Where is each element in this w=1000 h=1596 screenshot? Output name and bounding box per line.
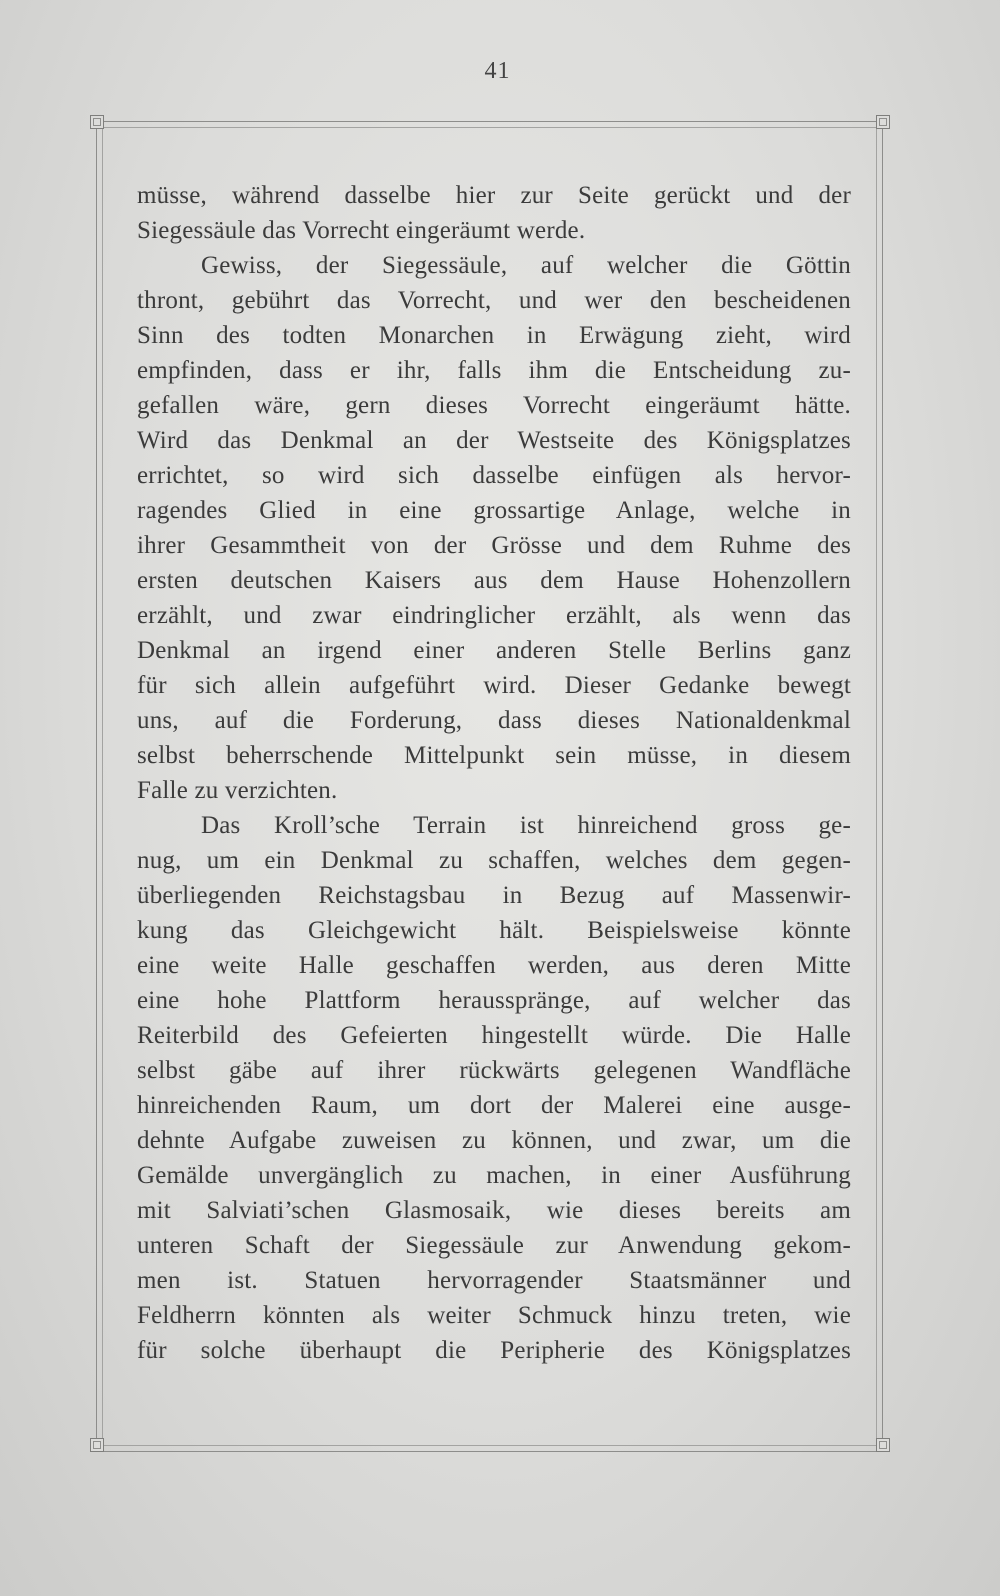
- text-line: mit Salviati’schen Glasmosaik, wie dieses bereits am: [137, 1197, 851, 1224]
- text-line: Feldherrn könnten als weiter Schmuck hinzu treten, wie: [137, 1302, 851, 1329]
- page-number: 41: [484, 58, 511, 84]
- text-line: Gemälde unvergänglich zu machen, in einer Ausführung: [137, 1162, 851, 1189]
- text-line: unteren Schaft der Siegessäule zur Anwendung gekom-: [137, 1232, 851, 1259]
- corner-ornament-icon: [876, 115, 890, 129]
- text-line: ragendes Glied in eine grossartige Anlage, welche in: [137, 497, 851, 524]
- text-line: eine weite Halle geschaffen werden, aus deren Mitte: [137, 952, 851, 979]
- corner-ornament-icon: [90, 115, 104, 129]
- text-line: thront, gebührt das Vorrecht, und wer den bescheidenen: [137, 287, 851, 314]
- text-line: Sinn des todten Monarchen in Erwägung zieht, wird: [137, 322, 851, 349]
- text-line: Denkmal an irgend einer anderen Stelle Berlins ganz: [137, 637, 851, 664]
- corner-ornament-icon: [90, 1438, 104, 1452]
- text-line: gefallen wäre, gern dieses Vorrecht eingeräumt hätte.: [137, 392, 851, 419]
- text-line: selbst beherrschende Mittelpunkt sein müsse, in diesem: [137, 742, 851, 769]
- text-line: Wird das Denkmal an der Westseite des Königsplatzes: [137, 427, 851, 454]
- text-line: dehnte Aufgabe zuweisen zu können, und zwar, um die: [137, 1127, 851, 1154]
- text-line: uns, auf die Forderung, dass dieses Nationaldenkmal: [137, 707, 851, 734]
- body-text: [137, 178, 851, 1368]
- text-line: ersten deutschen Kaisers aus dem Hause Hohenzollern: [137, 567, 851, 594]
- text-line: Reiterbild des Gefeierten hingestellt würde. Die Halle: [137, 1022, 851, 1049]
- text-line: ihrer Gesammtheit von der Grösse und dem Ruhme des: [137, 532, 851, 559]
- text-line: hinreichenden Raum, um dort der Malerei eine ausge-: [137, 1092, 851, 1119]
- text-line: Gewiss, der Siegessäule, auf welcher die Göttin: [201, 252, 851, 279]
- text-line: errichtet, so wird sich dasselbe einfügen als hervor-: [137, 462, 851, 489]
- text-line: Das Kroll’sche Terrain ist hinreichend gross ge-: [201, 812, 851, 839]
- corner-ornament-icon: [876, 1438, 890, 1452]
- text-line: erzählt, und zwar eindringlicher erzählt, als wenn das: [137, 602, 851, 629]
- text-line: Falle zu verzichten.: [137, 777, 338, 804]
- text-line: Siegessäule das Vorrecht eingeräumt werde.: [137, 217, 586, 244]
- text-line: kung das Gleichgewicht hält. Beispielsweise könnte: [137, 917, 851, 944]
- text-line: selbst gäbe auf ihrer rückwärts gelegenen Wandfläche: [137, 1057, 851, 1084]
- text-line: empfinden, dass er ihr, falls ihm die Entscheidung zu-: [137, 357, 851, 384]
- text-line: für sich allein aufgeführt wird. Dieser Gedanke bewegt: [137, 672, 851, 699]
- text-line: müsse, während dasselbe hier zur Seite gerückt und der: [137, 182, 851, 209]
- text-line: überliegenden Reichstagsbau in Bezug auf Massenwir-: [137, 882, 851, 909]
- text-line: men ist. Statuen hervorragender Staatsmänner und: [137, 1267, 851, 1294]
- text-line: nug, um ein Denkmal zu schaffen, welches dem gegen-: [137, 847, 851, 874]
- text-line: für solche überhaupt die Peripherie des Königsplatzes: [137, 1337, 851, 1364]
- text-line: eine hohe Plattform herausspränge, auf welcher das: [137, 987, 851, 1014]
